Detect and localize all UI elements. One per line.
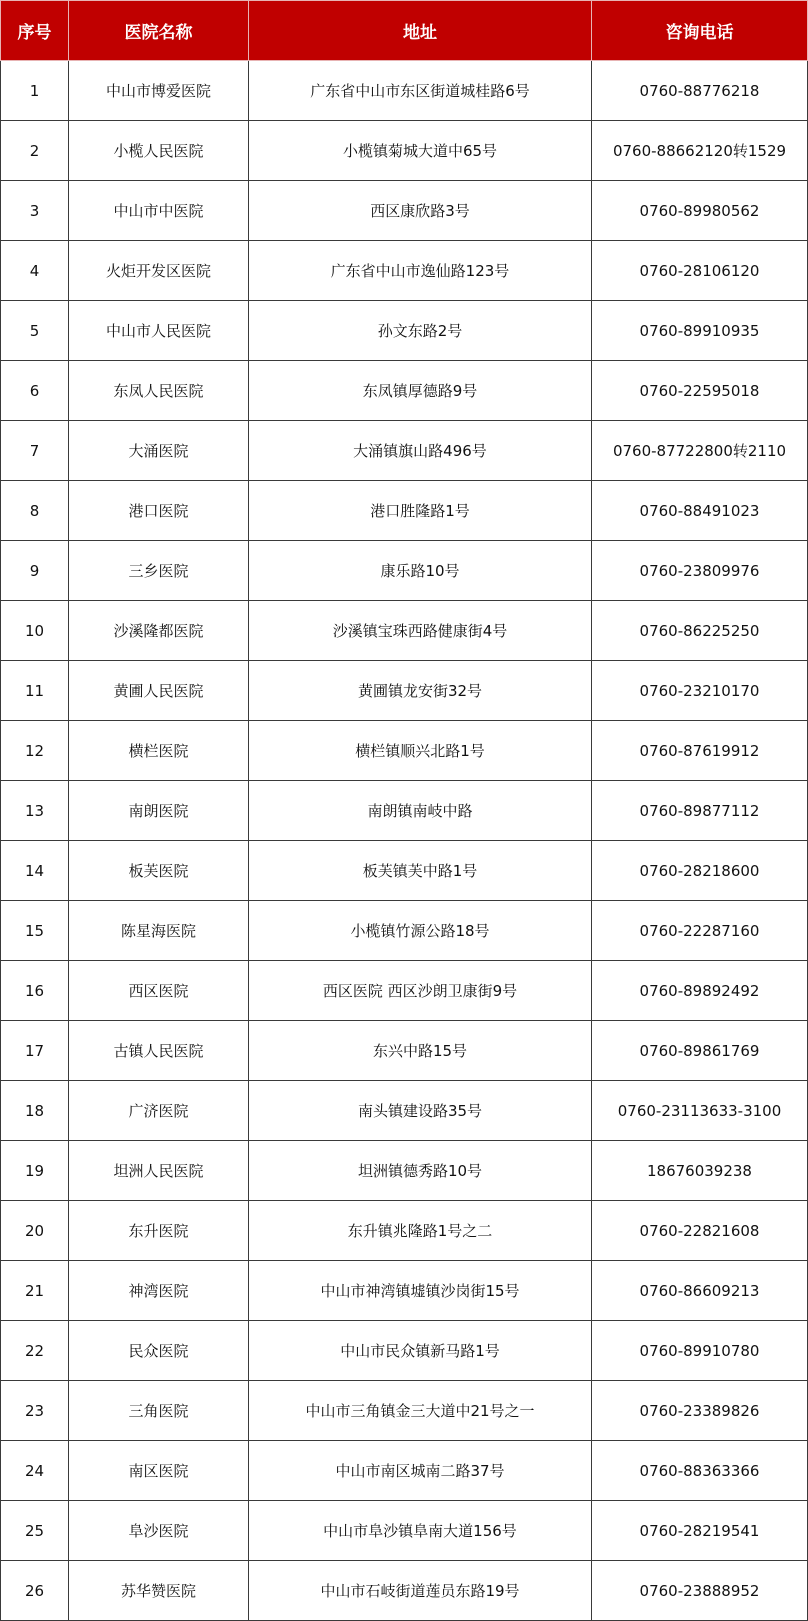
table-row xyxy=(1,721,808,781)
hospital-name: 三乡医院 xyxy=(69,541,249,601)
row-index: 12 xyxy=(1,721,69,781)
hospital-phone: 0760-88363366 xyxy=(592,1441,808,1501)
hospital-name: 南区医院 xyxy=(69,1441,249,1501)
hospital-name: 沙溪隆都医院 xyxy=(69,601,249,661)
hospital-name: 中山市博爱医院 xyxy=(69,61,249,121)
table-row xyxy=(1,241,808,301)
table-row xyxy=(1,541,808,601)
hospital-address: 西区医院 西区沙朗卫康街9号 xyxy=(249,961,592,1021)
hospital-name: 中山市人民医院 xyxy=(69,301,249,361)
hospital-name: 三角医院 xyxy=(69,1381,249,1441)
hospital-phone: 0760-89910780 xyxy=(592,1321,808,1381)
hospital-phone: 0760-23809976 xyxy=(592,541,808,601)
table-row xyxy=(1,1321,808,1381)
hospital-address: 板芙镇芙中路1号 xyxy=(249,841,592,901)
hospital-address: 中山市阜沙镇阜南大道156号 xyxy=(249,1501,592,1561)
row-index: 13 xyxy=(1,781,69,841)
header-hospital-name: 医院名称 xyxy=(69,1,249,61)
table-row xyxy=(1,301,808,361)
hospital-phone: 0760-22287160 xyxy=(592,901,808,961)
hospital-address: 康乐路10号 xyxy=(249,541,592,601)
row-index: 16 xyxy=(1,961,69,1021)
hospital-name: 火炬开发区医院 xyxy=(69,241,249,301)
hospital-phone: 0760-89910935 xyxy=(592,301,808,361)
hospital-address: 中山市石岐街道莲员东路19号 xyxy=(249,1561,592,1621)
hospital-phone: 0760-28106120 xyxy=(592,241,808,301)
row-index: 22 xyxy=(1,1321,69,1381)
hospital-phone: 0760-86609213 xyxy=(592,1261,808,1321)
hospital-name: 广济医院 xyxy=(69,1081,249,1141)
hospital-address: 东兴中路15号 xyxy=(249,1021,592,1081)
table-row xyxy=(1,661,808,721)
row-index: 6 xyxy=(1,361,69,421)
table-row xyxy=(1,1141,808,1201)
hospital-name: 阜沙医院 xyxy=(69,1501,249,1561)
hospital-name: 古镇人民医院 xyxy=(69,1021,249,1081)
table-row xyxy=(1,1501,808,1561)
hospital-phone: 0760-89892492 xyxy=(592,961,808,1021)
hospital-phone: 0760-88776218 xyxy=(592,61,808,121)
hospital-address: 坦洲镇德秀路10号 xyxy=(249,1141,592,1201)
table-row xyxy=(1,481,808,541)
hospital-name: 神湾医院 xyxy=(69,1261,249,1321)
hospital-phone: 0760-23113633-3100 xyxy=(592,1081,808,1141)
row-index: 25 xyxy=(1,1501,69,1561)
hospital-address: 中山市民众镇新马路1号 xyxy=(249,1321,592,1381)
hospital-name: 横栏医院 xyxy=(69,721,249,781)
hospital-name: 坦洲人民医院 xyxy=(69,1141,249,1201)
hospital-phone: 0760-23210170 xyxy=(592,661,808,721)
hospital-address: 南头镇建设路35号 xyxy=(249,1081,592,1141)
row-index: 8 xyxy=(1,481,69,541)
row-index: 26 xyxy=(1,1561,69,1621)
header-address: 地址 xyxy=(249,1,592,61)
hospital-address: 孙文东路2号 xyxy=(249,301,592,361)
row-index: 3 xyxy=(1,181,69,241)
hospital-address: 东凤镇厚德路9号 xyxy=(249,361,592,421)
row-index: 21 xyxy=(1,1261,69,1321)
table-row xyxy=(1,181,808,241)
hospital-name: 大涌医院 xyxy=(69,421,249,481)
table-row xyxy=(1,1381,808,1441)
hospital-address: 中山市神湾镇墟镇沙岗街15号 xyxy=(249,1261,592,1321)
hospital-address: 东升镇兆隆路1号之二 xyxy=(249,1201,592,1261)
hospital-phone: 0760-23389826 xyxy=(592,1381,808,1441)
hospital-name: 中山市中医院 xyxy=(69,181,249,241)
header-row xyxy=(1,1,808,61)
row-index: 1 xyxy=(1,61,69,121)
table-row xyxy=(1,1561,808,1621)
row-index: 20 xyxy=(1,1201,69,1261)
hospital-address: 小榄镇菊城大道中65号 xyxy=(249,121,592,181)
hospital-address: 横栏镇顺兴北路1号 xyxy=(249,721,592,781)
table-row xyxy=(1,1201,808,1261)
row-index: 9 xyxy=(1,541,69,601)
table-row xyxy=(1,421,808,481)
row-index: 17 xyxy=(1,1021,69,1081)
row-index: 4 xyxy=(1,241,69,301)
table-row xyxy=(1,1021,808,1081)
hospital-address: 中山市三角镇金三大道中21号之一 xyxy=(249,1381,592,1441)
hospital-address: 中山市南区城南二路37号 xyxy=(249,1441,592,1501)
hospital-phone: 0760-89877112 xyxy=(592,781,808,841)
row-index: 11 xyxy=(1,661,69,721)
hospital-name: 民众医院 xyxy=(69,1321,249,1381)
hospital-phone: 18676039238 xyxy=(592,1141,808,1201)
table-row xyxy=(1,61,808,121)
hospital-name: 苏华赞医院 xyxy=(69,1561,249,1621)
table-row xyxy=(1,121,808,181)
hospital-name: 东升医院 xyxy=(69,1201,249,1261)
row-index: 19 xyxy=(1,1141,69,1201)
hospital-phone: 0760-22595018 xyxy=(592,361,808,421)
hospital-name: 小榄人民医院 xyxy=(69,121,249,181)
hospital-address: 南朗镇南岐中路 xyxy=(249,781,592,841)
hospital-address: 广东省中山市东区街道城桂路6号 xyxy=(249,61,592,121)
row-index: 2 xyxy=(1,121,69,181)
table-row xyxy=(1,901,808,961)
hospital-name: 陈星海医院 xyxy=(69,901,249,961)
table-row xyxy=(1,601,808,661)
table-row xyxy=(1,781,808,841)
hospital-address: 小榄镇竹源公路18号 xyxy=(249,901,592,961)
header-phone: 咨询电话 xyxy=(592,1,808,61)
row-index: 18 xyxy=(1,1081,69,1141)
hospital-name: 南朗医院 xyxy=(69,781,249,841)
table-row xyxy=(1,1261,808,1321)
hospital-name: 西区医院 xyxy=(69,961,249,1021)
hospital-phone: 0760-88491023 xyxy=(592,481,808,541)
row-index: 7 xyxy=(1,421,69,481)
hospital-address: 广东省中山市逸仙路123号 xyxy=(249,241,592,301)
hospital-name: 黄圃人民医院 xyxy=(69,661,249,721)
row-index: 23 xyxy=(1,1381,69,1441)
hospital-address: 西区康欣路3号 xyxy=(249,181,592,241)
row-index: 15 xyxy=(1,901,69,961)
hospital-phone: 0760-28219541 xyxy=(592,1501,808,1561)
table-row xyxy=(1,961,808,1021)
hospital-phone: 0760-89980562 xyxy=(592,181,808,241)
row-index: 24 xyxy=(1,1441,69,1501)
hospital-name: 东凤人民医院 xyxy=(69,361,249,421)
table-row xyxy=(1,1081,808,1141)
table-row xyxy=(1,1441,808,1501)
hospital-address: 黄圃镇龙安街32号 xyxy=(249,661,592,721)
table-row xyxy=(1,361,808,421)
hospital-phone: 0760-89861769 xyxy=(592,1021,808,1081)
hospital-name: 港口医院 xyxy=(69,481,249,541)
hospital-phone: 0760-28218600 xyxy=(592,841,808,901)
row-index: 5 xyxy=(1,301,69,361)
hospital-phone: 0760-23888952 xyxy=(592,1561,808,1621)
hospital-name: 板芙医院 xyxy=(69,841,249,901)
hospital-phone: 0760-87619912 xyxy=(592,721,808,781)
hospital-phone: 0760-86225250 xyxy=(592,601,808,661)
hospital-phone: 0760-87722800转2110 xyxy=(592,421,808,481)
table-row xyxy=(1,841,808,901)
hospital-phone: 0760-22821608 xyxy=(592,1201,808,1261)
hospital-phone: 0760-88662120转1529 xyxy=(592,121,808,181)
header-index: 序号 xyxy=(1,1,69,61)
hospital-address: 沙溪镇宝珠西路健康街4号 xyxy=(249,601,592,661)
hospital-address: 大涌镇旗山路496号 xyxy=(249,421,592,481)
hospital-address: 港口胜隆路1号 xyxy=(249,481,592,541)
row-index: 10 xyxy=(1,601,69,661)
row-index: 14 xyxy=(1,841,69,901)
table-body xyxy=(1,61,808,1621)
